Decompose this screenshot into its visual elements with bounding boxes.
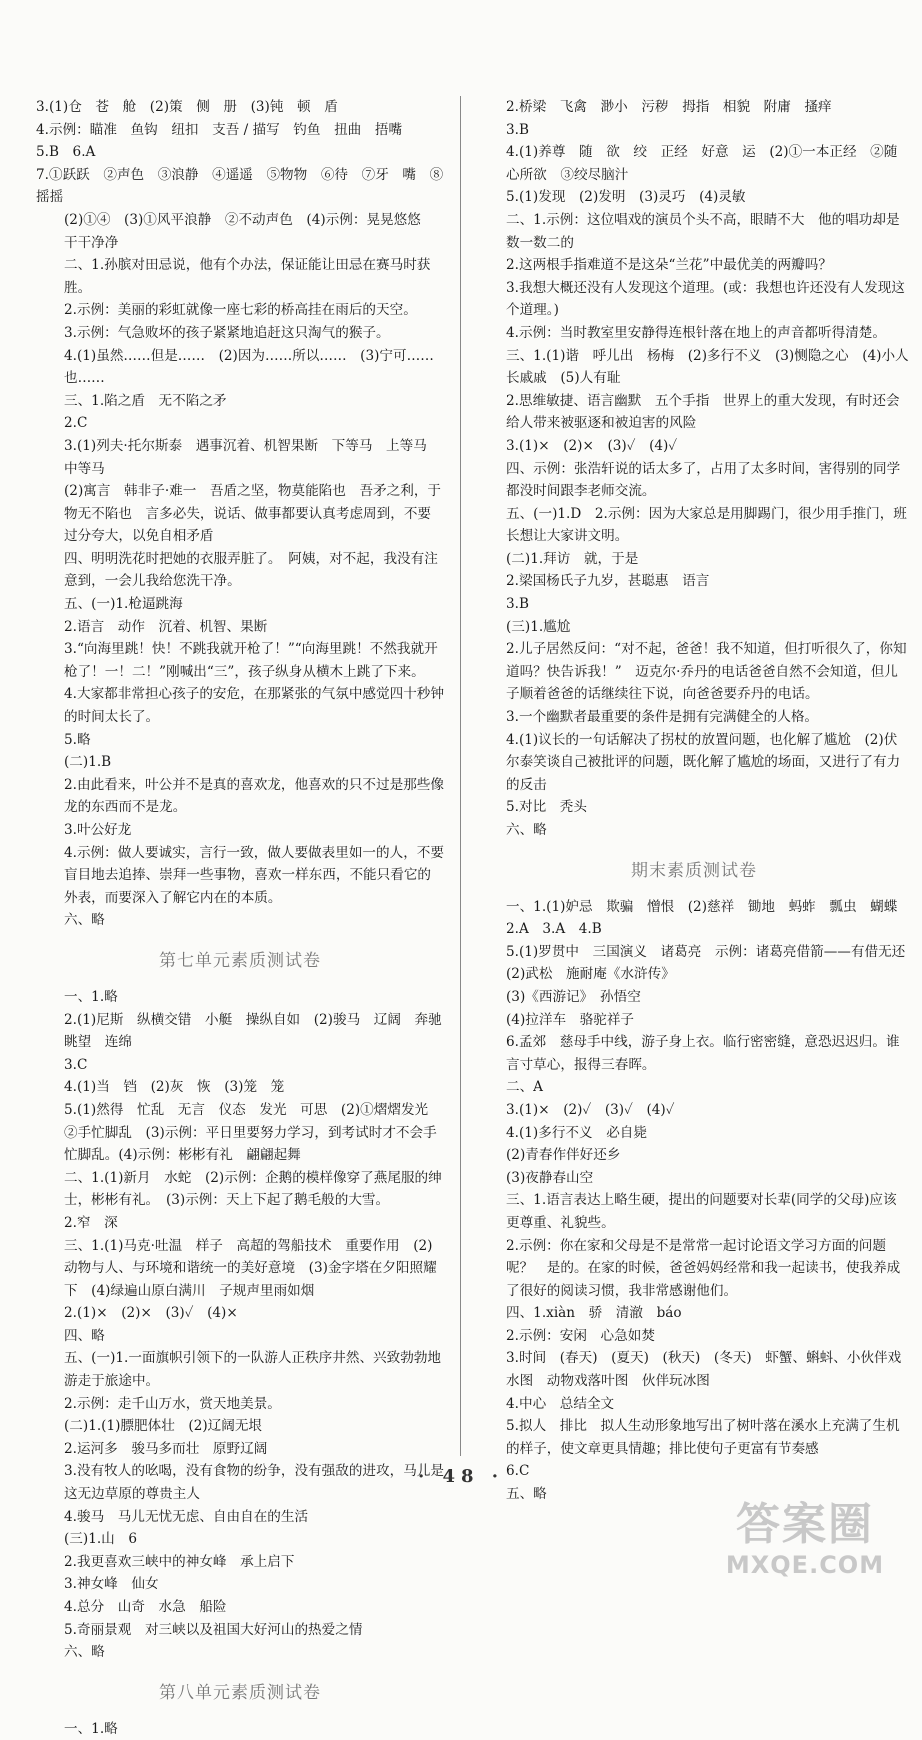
- answer-line: 4.(1)议长的一句话解决了拐杖的放置问题，也化解了尴尬 (2)伏尔泰笑谈自己被批评的问题，既化解了尴尬的场面，又进行了有力的反击: [506, 731, 901, 793]
- answer-line: 四、1.xiàn 骄 清澈 báo: [506, 1305, 682, 1322]
- answer-line: 3.一个幽默者最重要的条件是拥有完满健全的人格。: [506, 709, 819, 726]
- answer-line: 四、示例：张浩轩说的话太多了，占用了太多时间，害得别的同学都没时间跟李老师交流。: [506, 460, 901, 500]
- answer-line: 5.(1)罗贯中 三国演义 诸葛亮 示例：诸葛亮借箭——有借无还: [506, 943, 906, 960]
- answer-line: 五、(一)1.枪逼跳海: [64, 596, 183, 613]
- answer-line: 一、1.略: [64, 1720, 118, 1737]
- answer-line: 3.(1)× (2)✓ (3)✓ (4)✓: [506, 1101, 675, 1118]
- answer-line: 2.由此看来，叶公并不是真的喜欢龙，他喜欢的只不过是那些像龙的东西而不是龙。: [64, 776, 444, 816]
- answer-line: 2.梁国杨氏子九岁，甚聪惠 语言: [506, 573, 710, 590]
- answer-line: (3)《西游记》 孙悟空: [506, 988, 641, 1005]
- answer-line: 4.示例：瞄准 鱼钩 纽扣 支吾 / 描写 钓鱼 扭曲 捂嘴: [36, 121, 403, 138]
- answer-line: 2.示例：安闲 心急如焚: [506, 1327, 655, 1344]
- watermark-sub-text: MXQE.COM: [725, 1551, 885, 1579]
- answer-line: 5.略: [64, 731, 91, 748]
- answer-line: 2.运河多 骏马多而壮 原野辽阔: [64, 1440, 268, 1457]
- answer-line: 2.示例：美丽的彩虹就像一座七彩的桥高挂在雨后的天空。: [64, 302, 417, 319]
- answer-line: 5.拟人 排比 拟人生动形象地写出了树叶落在溪水上充满了生机的样子，使文章更具情趣；排比使句子更富有节奏感: [506, 1418, 900, 1457]
- answer-line: 3.我想大概还没有人发现这个道理。(或：我想也许还没有人发现这个道理。): [506, 279, 905, 319]
- answer-line: 一、1.(1)妒忌 欺骗 憎恨 (2)慈祥 锄地 蚂蚱 瓢虫 蝴蝶: [506, 898, 898, 915]
- left-column: [36, 96, 456, 1740]
- answer-line: 7.①跃跃 ②声色 ③浪静 ④遥遥 ⑤物物 ⑥待 ⑦牙 嘴 ⑧摇摇: [36, 166, 444, 206]
- answer-line: (二)1.B: [64, 754, 112, 771]
- answer-line: (2)①④ (3)①风平浪静 ②不动声色 (4)示例：晃晃悠悠 干干净净: [64, 211, 435, 251]
- section-title: 第八单元素质测试卷: [159, 1682, 321, 1703]
- answer-line: 三、1.(1)马克·吐温 样子 高超的驾船技术 重要作用 (2)动物与人、与环境和谐统一的美好意境 (3)金字塔在夕阳照耀下 (4)绿遍山原白满川 子规声里雨如烟: [64, 1237, 437, 1299]
- answer-line: 3.没有牧人的吆喝，没有食物的纷争，没有强敌的进攻，马儿是这无边草原的尊贵主人: [64, 1463, 444, 1503]
- answer-line: 五、略: [506, 1486, 547, 1503]
- answer-line: 二、1.孙膑对田忌说，他有个办法，保证能让田忌在赛马时获胜。: [64, 257, 431, 296]
- answer-line: (三)1.山 6: [64, 1531, 138, 1548]
- answer-line: 3.时间 (春天) (夏天) (秋天) (冬天) 虾蟹、蝌蚪、小伙伴戏水图 动物戏落叶图 伙伴玩冰图: [506, 1350, 902, 1390]
- answer-line: 2.这两根手指难道不是这朵“兰花”中最优美的两瓣吗？: [506, 257, 832, 274]
- answer-line: 五、(一)1.一面旗帜引领下的一队游人正秩序井然、兴致勃勃地游走于旅途中。: [64, 1350, 442, 1390]
- answer-line: 2.C: [64, 415, 88, 432]
- answer-line: (2)寓言 韩非子·难一 吾盾之坚，物莫能陷也 吾矛之利，于物无不陷也 言多必失，说话、做事都要认真考虑周到，不要过分夸大，以免自相矛盾: [64, 483, 442, 545]
- answer-line: 五、(一)1.D 2.示例：因为大家总是用脚踢门，很少用手推门，班长想让大家讲文明。: [506, 505, 907, 545]
- watermark-main-text: 答案圈: [736, 1499, 874, 1550]
- answer-line: 2.思维敏捷、语言幽默 五个手指 世界上的重大发现，有时还会给人带来被驱逐和被迫害的风险: [506, 392, 900, 432]
- answer-line: 3.B: [506, 121, 529, 138]
- answer-line: 3.叶公好龙: [64, 822, 132, 838]
- answer-line: 3.“向海里跳！快！不跳我就开枪了！”“向海里跳！不然我就开枪了！一！二！”刚喊出“三”，孩子纵身从横木上跳了下来。: [64, 641, 438, 680]
- answer-line: 3.B: [506, 596, 529, 613]
- answer-line: 二、1.(1)新月 水蛇 (2)示例：企鹅的模样像穿了燕尾服的绅士，彬彬有礼。 (3)示例：天上下起了鹅毛般的大雪。: [64, 1169, 442, 1209]
- answer-line: 三、1.(1)谐 呼儿出 杨梅 (2)多行不义 (3)恻隐之心 (4)小人长戚戚 (5)人有耻: [506, 347, 909, 387]
- section-title: 期末素质测试卷: [631, 860, 757, 881]
- answer-line: 四、明明洗花时把她的衣服弄脏了。 阿姨，对不起，我没有注意到，一会儿我给您洗干净。: [64, 550, 438, 590]
- section-title: 第七单元素质测试卷: [159, 950, 321, 971]
- answer-line: (二)1.拜访 就，于是: [506, 550, 639, 567]
- answer-line: 5.(1)然得 忙乱 无言 仪态 发光 可思 (2)①熠熠发光 ②手忙脚乱 (3)示例：平日里要努力学习，到考试时才不会手忙脚乱。(4)示例：彬彬有礼 翩翩起舞: [64, 1101, 442, 1164]
- answer-line: 2.桥梁 飞禽 渺小 污秽 拇指 相貌 附庸 搔痒: [506, 99, 832, 115]
- answer-line: 3.示例：气急败坏的孩子紧紧地追赶这只淘气的猴子。: [64, 324, 390, 341]
- answer-line: 6.孟郊 慈母手中线，游子身上衣。临行密密缝，意恐迟迟归。谁言寸草心，报得三春晖。: [506, 1034, 900, 1073]
- answer-line: 5.奇丽景观 对三峡以及祖国大好河山的热爱之情: [64, 1621, 363, 1638]
- answer-line: 2.语言 动作 沉着、机智、果断: [64, 618, 268, 635]
- answer-line: 4.(1)养尊 随 欲 绞 正经 好意 运 (2)①一本正经 ②随心所欲 ③绞尽脑汁: [506, 144, 898, 183]
- answer-line: 4.(1)多行不义 必自毙: [506, 1124, 647, 1141]
- answer-line: (三)1.尴尬: [506, 618, 571, 635]
- watermark-logo: [710, 1490, 900, 1590]
- answer-line: 一、1.略: [64, 988, 118, 1005]
- answer-line: 二、1.示例：这位唱戏的演员个头不高，眼睛不大 他的唱功却是数一数二的: [506, 211, 900, 251]
- answer-line: 2.示例：走千山万水，赏天地美景。: [64, 1395, 281, 1412]
- answer-line: 三、1.语言表达上略生硬，提出的问题要对长辈(同学的父母)应该更尊重、礼貌些。: [506, 1192, 897, 1231]
- page-number: · 48 ·: [417, 1466, 505, 1487]
- answer-line: 5.(1)发现 (2)发明 (3)灵巧 (4)灵敏: [506, 189, 746, 206]
- column-divider: [460, 96, 461, 1456]
- answer-line: (2)武松 施耐庵《水浒传》: [506, 966, 675, 983]
- answer-line: 6.C: [506, 1463, 530, 1480]
- answer-line: 4.示例：当时教室里安静得连根针落在地上的声音都听得清楚。: [506, 324, 886, 341]
- answer-line: 4.中心 总结全文: [506, 1395, 615, 1412]
- answer-line: (2)青春作伴好还乡: [506, 1147, 621, 1164]
- answer-line: 3.(1)仓 苍 舱 (2)策 侧 册 (3)钝 顿 盾: [36, 99, 338, 115]
- answer-line: 2.(1)× (2)× (3)✓ (4)×: [64, 1305, 238, 1322]
- answer-line: (4)拉洋车 骆驼祥子: [506, 1011, 635, 1028]
- answer-line: 3.C: [64, 1056, 88, 1073]
- answer-line: 4.大家都非常担心孩子的安危，在那紧张的气氛中感觉四十秒钟的时间太长了。: [64, 686, 444, 726]
- answer-line: 3.(1)× (2)× (3)✓ (4)✓: [506, 437, 678, 454]
- answer-line: 六、略: [64, 1644, 105, 1661]
- right-column: [478, 96, 910, 1506]
- answer-line: 2.我更喜欢三峡中的神女峰 承上启下: [64, 1553, 295, 1570]
- answer-line: 2.(1)尼斯 纵横交错 小艇 操纵自如 (2)骏马 辽阔 奔驰 眺望 连绵: [64, 1011, 456, 1051]
- answer-line: 六、略: [64, 912, 105, 929]
- answer-line: 4.总分 山奇 水急 船险: [64, 1599, 227, 1615]
- answer-line: 3.(1)列夫·托尔斯泰 遇事沉着、机智果断 下等马 上等马 中等马: [64, 437, 441, 477]
- answer-line: 二、A: [506, 1079, 544, 1096]
- answer-line: 4.示例：做人要诚实，言行一致，做人要做表里如一的人，不要盲目地去追捧、崇拜一些事物，喜欢一样东西，不能只看它的外表，而要深入了解它内在的本质。: [64, 844, 444, 906]
- answer-line: 5.B 6.A: [36, 144, 96, 161]
- answer-line: 4.骏马 马儿无忧无虑、自由自在的生活: [64, 1508, 309, 1525]
- answer-line: 四、略: [64, 1327, 105, 1344]
- answer-line: 3.神女峰 仙女: [64, 1576, 159, 1593]
- answer-line: 三、1.陷之盾 无不陷之矛: [64, 392, 227, 409]
- answer-line: 2.A 3.A 4.B: [506, 921, 602, 938]
- answer-line: 六、略: [506, 822, 547, 838]
- answer-line: 4.(1)当 铛 (2)灰 恢 (3)笼 笼: [64, 1079, 285, 1096]
- answer-line: 2.儿子居然反问：“对不起，爸爸！我不知道，但打听很久了，你知道吗？快告诉我！” 迈克尔·乔丹的电话爸爸自然不会知道，但儿子顺着爸爸的话继续往下说，向爸爸要乔丹的电话。: [506, 641, 907, 703]
- answer-line: 4.(1)虽然……但是…… (2)因为……所以…… (3)宁可……也……: [64, 347, 434, 387]
- answer-line: (3)夜静春山空: [506, 1169, 594, 1186]
- answer-line: 5.对比 秃头: [506, 799, 587, 816]
- answer-line: 2.窄 深: [64, 1214, 118, 1231]
- answer-line: 2.示例：你在家和父母是不是常常一起讨论语文学习方面的问题呢？ 是的。在家的时候，爸爸妈妈经常和我一起读书，使我养成了很好的阅读习惯，我非常感谢他们。: [506, 1237, 901, 1299]
- answer-line: (二)1.(1)膘肥体壮 (2)辽阔无垠: [64, 1418, 263, 1435]
